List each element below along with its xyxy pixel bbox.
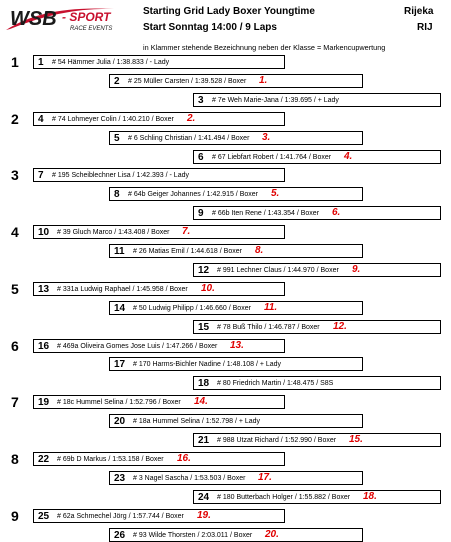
class-rank-mark: 7. [182, 226, 191, 237]
logo-brand: WSB [10, 8, 57, 30]
grid-entry: # 69b D Markus / 1:53.158 / Boxer [57, 456, 164, 463]
grid-position: 3 [198, 95, 204, 106]
grid-entry: # 469a Oliveira Gomes Jose Luis / 1:47.266 / Boxer [57, 343, 218, 350]
grid-position: 26 [114, 530, 126, 541]
class-rank-mark: 12. [333, 321, 347, 332]
grid-entry: # 988 Utzat Richard / 1:52.990 / Boxer [217, 437, 337, 444]
grid-entry: # 66b Iten Rene / 1:43.354 / Boxer [212, 210, 320, 217]
grid-entry: # 18a Hummel Selina / 1:52.798 / + Lady [133, 418, 261, 425]
grid-position: 14 [114, 303, 126, 314]
class-rank-mark: 2. [187, 113, 196, 124]
class-rank-mark: 3. [262, 132, 271, 143]
grid-entry: # 25 Müller Carsten / 1:39.528 / Boxer [128, 78, 247, 85]
class-note: in Klammer stehende Bezeichnung neben der Klasse = Markencupwertung [143, 43, 386, 52]
grid-position: 21 [198, 435, 210, 446]
grid-position: 17 [114, 359, 126, 370]
grid-position: 5 [114, 133, 120, 144]
grid-entry: # 26 Matias Emil / 1:44.618 / Boxer [133, 248, 242, 255]
grid-entry: # 78 Buß Thilo / 1:46.787 / Boxer [217, 324, 320, 331]
grid-entry: # 195 Scheiblechner Lisa / 1:42.393 / - Lady [52, 172, 189, 179]
grid-row [109, 74, 363, 88]
grid-row [193, 206, 441, 220]
grid-position: 20 [114, 416, 126, 427]
grid-position: 19 [38, 397, 50, 408]
grid-entry: # 3 Nagel Sascha / 1:53.503 / Boxer [133, 475, 246, 482]
grid-position: 18 [198, 378, 210, 389]
grid-row [193, 263, 441, 277]
grid-row [193, 150, 441, 164]
venue-name: Rijeka [404, 6, 434, 17]
grid-rank: 9 [11, 508, 19, 524]
grid-rank: 5 [11, 281, 19, 297]
wsb-sport-logo [4, 3, 136, 33]
grid-row [33, 55, 285, 69]
grid-entry: # 54 Hämmer Julia / 1:38.833 / - Lady [52, 59, 170, 66]
grid-entry: # 64b Geiger Johannes / 1:42.915 / Boxer [128, 191, 258, 198]
grid-entry: # 331a Ludwig Raphael / 1:45.958 / Boxer [57, 286, 188, 293]
page-subtitle: Start Sonntag 14:00 / 9 Laps [143, 22, 277, 33]
grid-position: 15 [198, 322, 210, 333]
grid-row [109, 471, 363, 485]
grid-rank: 3 [11, 167, 19, 183]
class-rank-mark: 18. [363, 491, 377, 502]
class-rank-mark: 9. [352, 264, 361, 275]
grid-entry: # 80 Friedrich Martin / 1:48.475 / S8S [217, 380, 334, 387]
grid-rank: 6 [11, 338, 19, 354]
class-rank-mark: 20. [265, 529, 279, 540]
class-rank-mark: 8. [255, 245, 264, 256]
grid-row [33, 168, 285, 182]
grid-entry: # 6 Schling Christian / 1:41.494 / Boxer [128, 135, 250, 142]
grid-position: 6 [198, 152, 204, 163]
grid-position: 2 [114, 76, 120, 87]
grid-entry: # 39 Gluch Marco / 1:43.408 / Boxer [57, 229, 170, 236]
grid-rank: 2 [11, 111, 19, 127]
grid-entry: # 170 Harms-Bichler Nadine / 1:48.108 / + Lady [133, 361, 282, 368]
grid-position: 23 [114, 473, 126, 484]
grid-position: 25 [38, 511, 50, 522]
grid-row [33, 339, 285, 353]
grid-entry: # 74 Lohmeyer Colin / 1:40.210 / Boxer [52, 116, 174, 123]
grid-position: 11 [114, 246, 125, 257]
grid-entry: # 67 Liebfart Robert / 1:41.764 / Boxer [212, 154, 332, 161]
grid-rank: 7 [11, 394, 19, 410]
grid-position: 10 [38, 227, 50, 238]
grid-row [193, 490, 441, 504]
logo-sub-text: RACE EVENTS [70, 26, 113, 32]
grid-entry: # 93 Wilde Thorsten / 2:03.011 / Boxer [133, 532, 253, 539]
grid-row [193, 376, 441, 390]
grid-entry: # 7e Weh Marie-Jana / 1:39.695 / + Lady [212, 97, 339, 104]
grid-row [109, 301, 363, 315]
grid-row [109, 244, 363, 258]
grid-position: 4 [38, 114, 44, 125]
grid-row [33, 282, 285, 296]
grid-row [193, 320, 441, 334]
grid-rank: 1 [11, 54, 19, 70]
grid-entry: # 50 Ludwig Philipp / 1:46.660 / Boxer [133, 305, 251, 312]
grid-row [33, 509, 285, 523]
class-rank-mark: 16. [177, 453, 191, 464]
logo-dash-text: - SPORT [62, 10, 111, 24]
class-rank-mark: 17. [258, 472, 272, 483]
venue-code: RIJ [417, 22, 433, 33]
grid-row [33, 395, 285, 409]
grid-position: 1 [38, 57, 44, 68]
grid-position: 22 [38, 454, 50, 465]
wsb-logo-graphic [4, 3, 136, 33]
grid-entry: # 991 Lechner Claus / 1:44.970 / Boxer [217, 267, 339, 274]
class-rank-mark: 6. [332, 207, 341, 218]
class-rank-mark: 4. [344, 151, 353, 162]
grid-entry: # 180 Butterbach Holger / 1:55.882 / Boxer [217, 494, 351, 501]
class-rank-mark: 11. [264, 302, 278, 313]
grid-position: 24 [198, 492, 210, 503]
class-rank-mark: 1. [259, 75, 268, 86]
grid-row [33, 112, 285, 126]
grid-row [109, 414, 363, 428]
grid-row [193, 93, 441, 107]
grid-row [33, 225, 285, 239]
grid-rank: 4 [11, 224, 19, 240]
class-rank-mark: 14. [194, 396, 208, 407]
page-title: Starting Grid Lady Boxer Youngtime [143, 6, 315, 17]
grid-position: 12 [198, 265, 210, 276]
grid-entry: # 18c Hummel Selina / 1:52.796 / Boxer [57, 399, 181, 406]
grid-position: 9 [198, 208, 204, 219]
grid-position: 13 [38, 284, 50, 295]
grid-row [109, 357, 363, 371]
grid-entry: # 62a Schmechel Jörg / 1:57.744 / Boxer [57, 513, 184, 520]
class-rank-mark: 19. [197, 510, 211, 521]
grid-position: 7 [38, 170, 44, 181]
grid-row [193, 433, 441, 447]
class-rank-mark: 10. [201, 283, 215, 294]
grid-row [33, 452, 285, 466]
grid-position: 16 [38, 341, 50, 352]
grid-row [109, 187, 363, 201]
grid-row [109, 528, 363, 542]
grid-row [109, 131, 363, 145]
class-rank-mark: 15. [349, 434, 363, 445]
class-rank-mark: 5. [271, 188, 280, 199]
grid-rank: 8 [11, 451, 19, 467]
class-rank-mark: 13. [230, 340, 244, 351]
grid-position: 8 [114, 189, 120, 200]
